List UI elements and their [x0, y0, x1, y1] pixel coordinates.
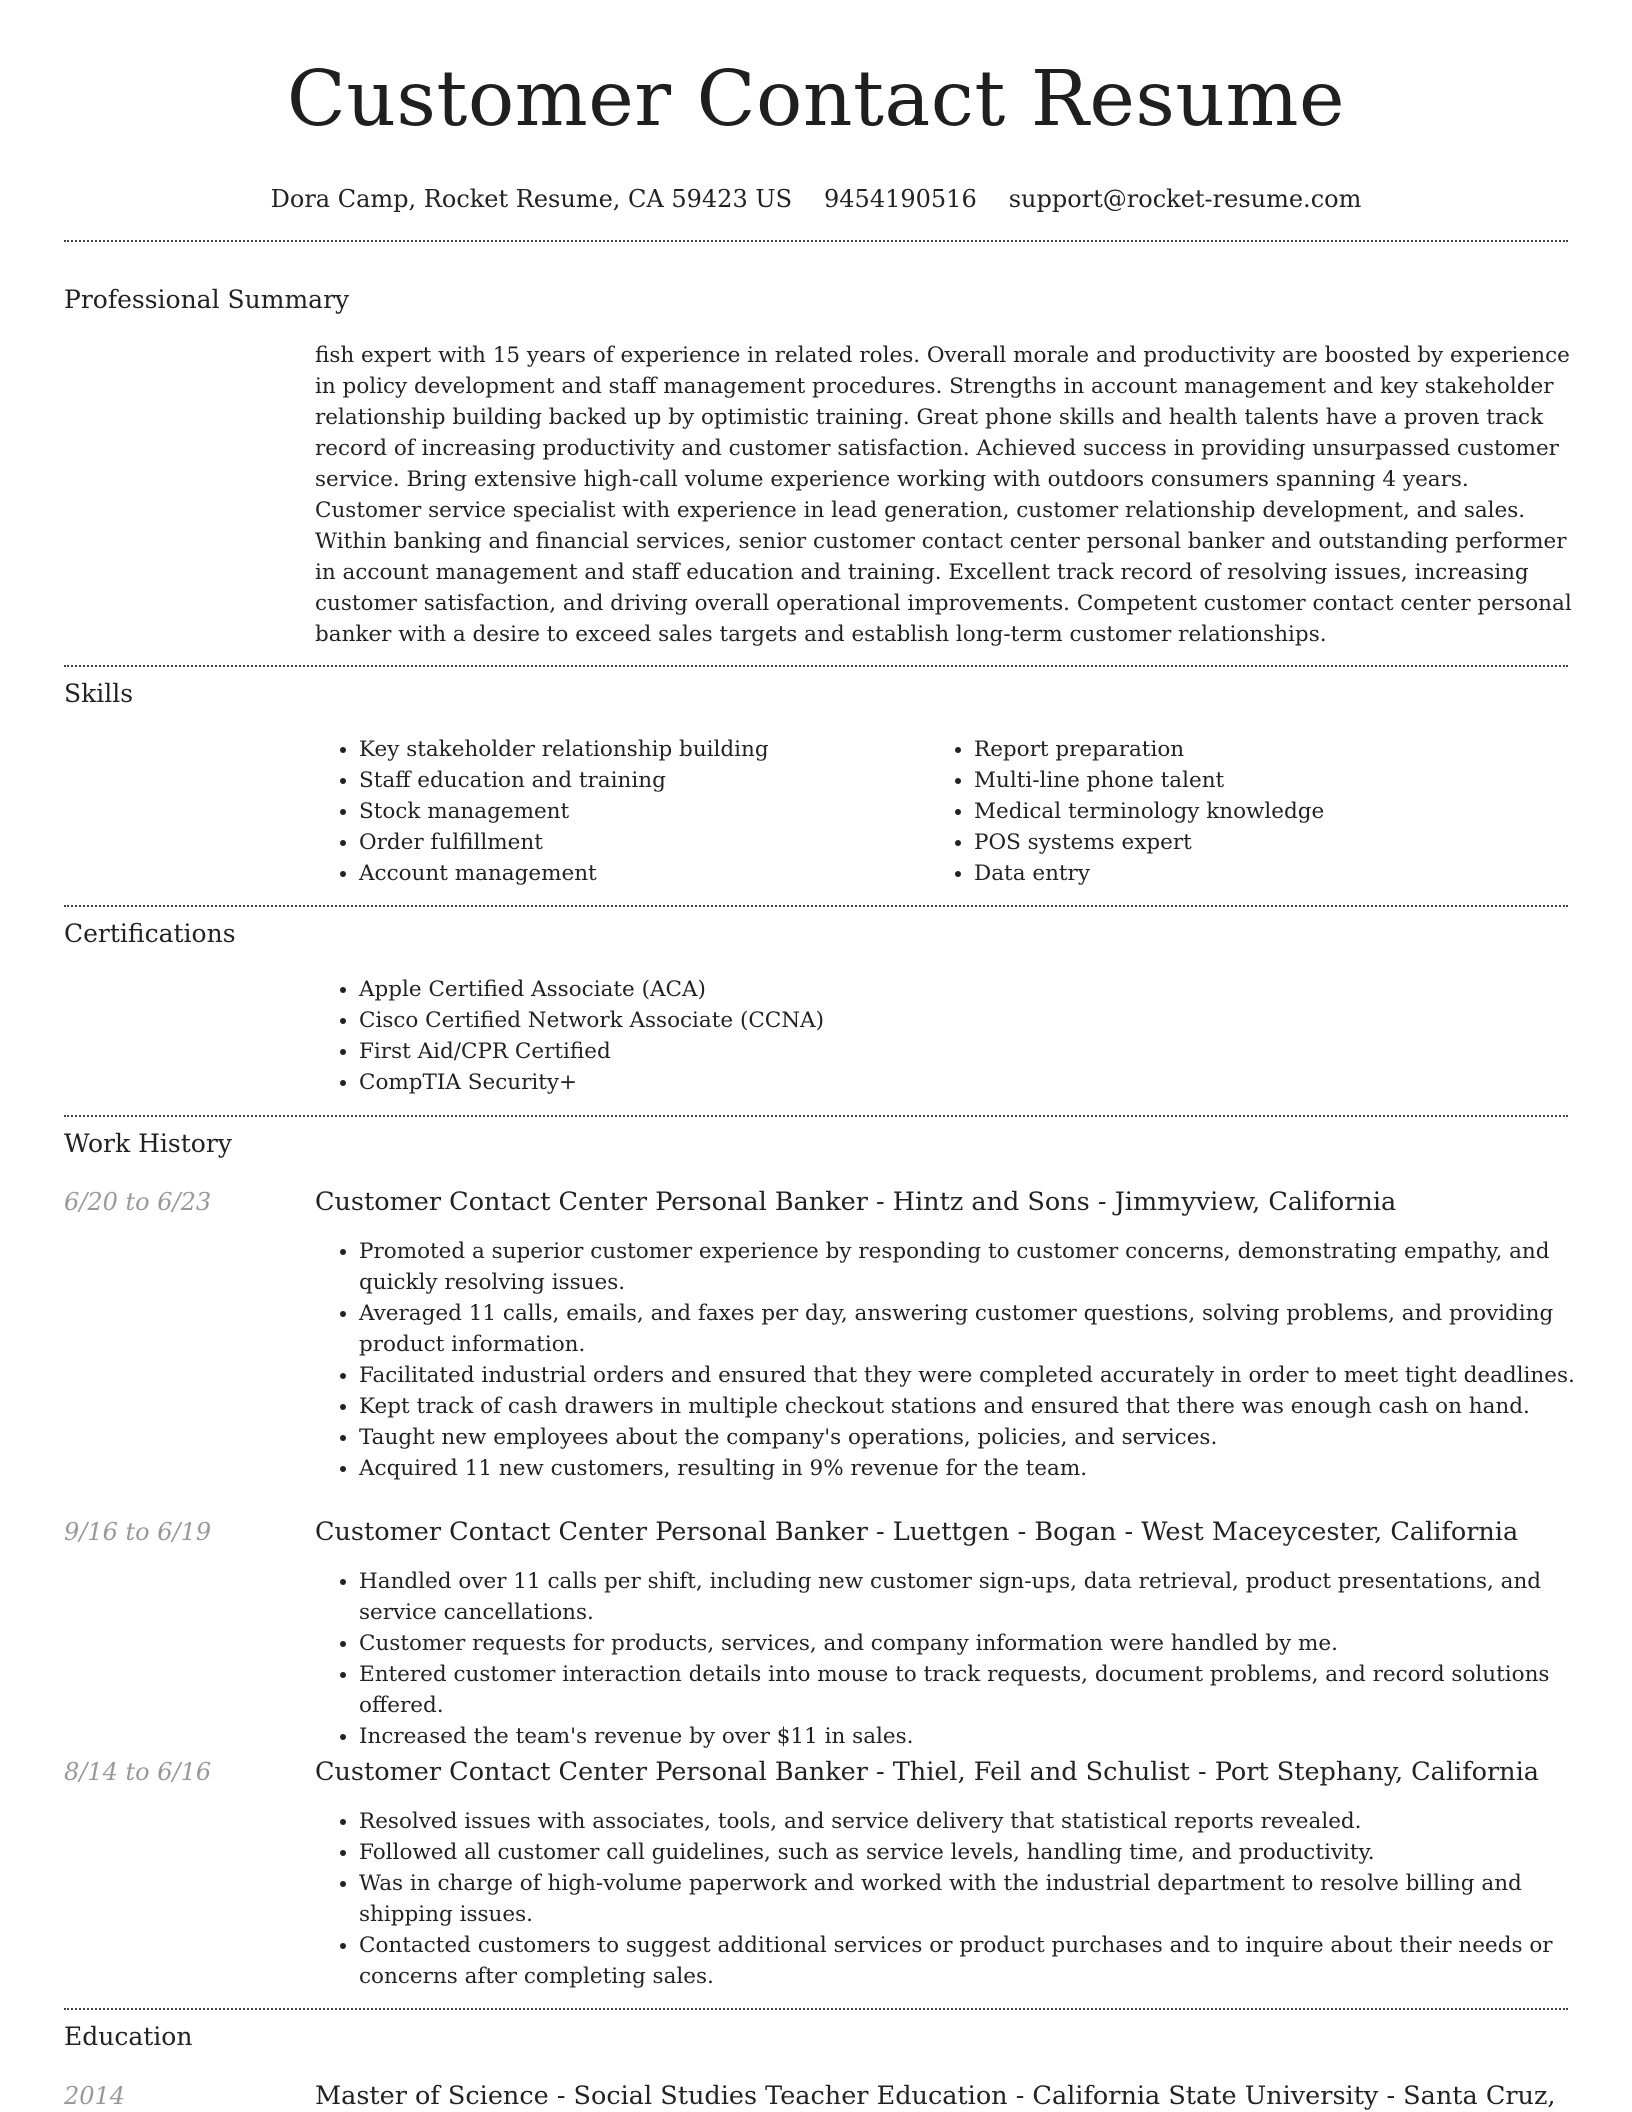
skill-item: • Stock management [359, 796, 915, 827]
divider [64, 905, 1568, 907]
skill-item: • Staff education and training [359, 765, 915, 796]
contact-address: Dora Camp, Rocket Resume, CA 59423 US [270, 185, 793, 213]
skill-item: • Data entry [974, 858, 1530, 889]
contact-email: support@rocket-resume.com [1008, 185, 1362, 213]
job-bullet: • Acquired 11 new customers, resulting in 9% revenue for the team. [359, 1453, 1575, 1484]
job-bullet: • Followed all customer call guidelines, such as service levels, handling time, and productivity. [359, 1837, 1575, 1868]
job-bullet: • Customer requests for products, services, and company information were handled by me. [359, 1628, 1575, 1659]
job-bullets [315, 1566, 1575, 1752]
section-title-work-history: Work History [64, 1129, 232, 1158]
section-title-certifications: Certifications [64, 919, 236, 948]
job-bullet: • Facilitated industrial orders and ensured that they were completed accurately in order to meet tight deadlines. [359, 1360, 1575, 1391]
job-bullet: • Was in charge of high-volume paperwork and worked with the industrial department to resolve billing and shipping issues. [359, 1868, 1575, 1930]
job-title: Customer Contact Center Personal Banker - Thiel, Feil and Schulist - Port Stephany, California [315, 1757, 1539, 1787]
resume-title: Customer Contact Resume [286, 55, 1346, 144]
job-bullet: • Handled over 11 calls per shift, including new customer sign-ups, data retrieval, product presentations, and service cancellations. [359, 1566, 1575, 1628]
certification-item: • CompTIA Security+ [359, 1067, 1515, 1098]
resume-header [0, 0, 1632, 214]
job-title: Customer Contact Center Personal Banker - Luettgen - Bogan - West Maceycester, California [315, 1517, 1519, 1547]
job-bullet: • Contacted customers to suggest additional services or product purchases and to inquire about their needs or concerns after completing sales. [359, 1930, 1575, 1992]
job-title: Customer Contact Center Personal Banker - Hintz and Sons - Jimmyview, California [315, 1187, 1397, 1217]
certification-item: • First Aid/CPR Certified [359, 1036, 1515, 1067]
job-bullet: • Resolved issues with associates, tools, and service delivery that statistical reports revealed. [359, 1806, 1575, 1837]
contact-phone: 9454190516 [824, 185, 977, 213]
section-title-education: Education [64, 2022, 193, 2051]
skill-item: • Order fulfillment [359, 827, 915, 858]
skill-item: • Key stakeholder relationship building [359, 734, 915, 765]
skill-item: • Report preparation [974, 734, 1530, 765]
job-dates: 9/16 to 6/19 [64, 1518, 212, 1546]
certification-item: • Cisco Certified Network Associate (CCNA) [359, 1005, 1515, 1036]
education-year: 2014 [64, 2082, 126, 2110]
skill-item: • POS systems expert [974, 827, 1530, 858]
skills-column-left [315, 734, 915, 889]
skill-item: • Multi-line phone talent [974, 765, 1530, 796]
certifications-list [315, 974, 1515, 1098]
divider [64, 240, 1568, 242]
job-dates: 6/20 to 6/23 [64, 1188, 212, 1216]
divider [64, 2008, 1568, 2010]
job-bullet: • Promoted a superior customer experience by responding to customer concerns, demonstrating empathy, and quickly resolving issues. [359, 1236, 1575, 1298]
contact-line [0, 184, 1632, 214]
job-bullet: • Entered customer interaction details into mouse to track requests, document problems, and record solutions offered. [359, 1659, 1575, 1721]
divider [64, 665, 1568, 667]
divider [64, 1115, 1568, 1117]
job-bullets [315, 1236, 1575, 1484]
skill-item: • Medical terminology knowledge [974, 796, 1530, 827]
job-bullet: • Increased the team's revenue by over $11 in sales. [359, 1721, 1575, 1752]
section-title-skills: Skills [64, 679, 134, 708]
skills-column-right [930, 734, 1530, 889]
summary-text: fish expert with 15 years of experience in related roles. Overall morale and productivity are boosted by experience in policy development and staff management procedures. Strengths in account management and key stakeholder relationship building backed up by optimistic training. Great phone skills and health talents have a proven track record of increasing productivity and customer satisfaction. Achieved success in providing unsurpassed customer service. Bring extensive high-call volume experience working with outdoors consumers spanning 4 years. Customer service specialist with experience in lead generation, customer relationship development, and sales. Within banking and financial services, senior customer contact center personal banker and outstanding performer in account management and staff education and training. Excellent track record of resolving issues, increasing customer satisfaction, and driving overall operational improvements. Competent customer contact center personal banker with a desire to exceed sales targets and establish long-term customer relationships. [315, 343, 1572, 647]
job-bullet: • Averaged 11 calls, emails, and faxes per day, answering customer questions, solving problems, and providing product information. [359, 1298, 1575, 1360]
job-dates: 8/14 to 6/16 [64, 1758, 212, 1786]
job-bullet: • Kept track of cash drawers in multiple checkout stations and ensured that there was enough cash on hand. [359, 1391, 1575, 1422]
certification-item: • Apple Certified Associate (ACA) [359, 974, 1515, 1005]
job-bullet: • Taught new employees about the company's operations, policies, and services. [359, 1422, 1575, 1453]
section-title-summary: Professional Summary [64, 285, 350, 314]
skill-item: • Account management [359, 858, 915, 889]
job-bullets [315, 1806, 1575, 1992]
education-title: Master of Science - Social Studies Teacher Education - California State University - Santa Cruz, [315, 2081, 1556, 2111]
